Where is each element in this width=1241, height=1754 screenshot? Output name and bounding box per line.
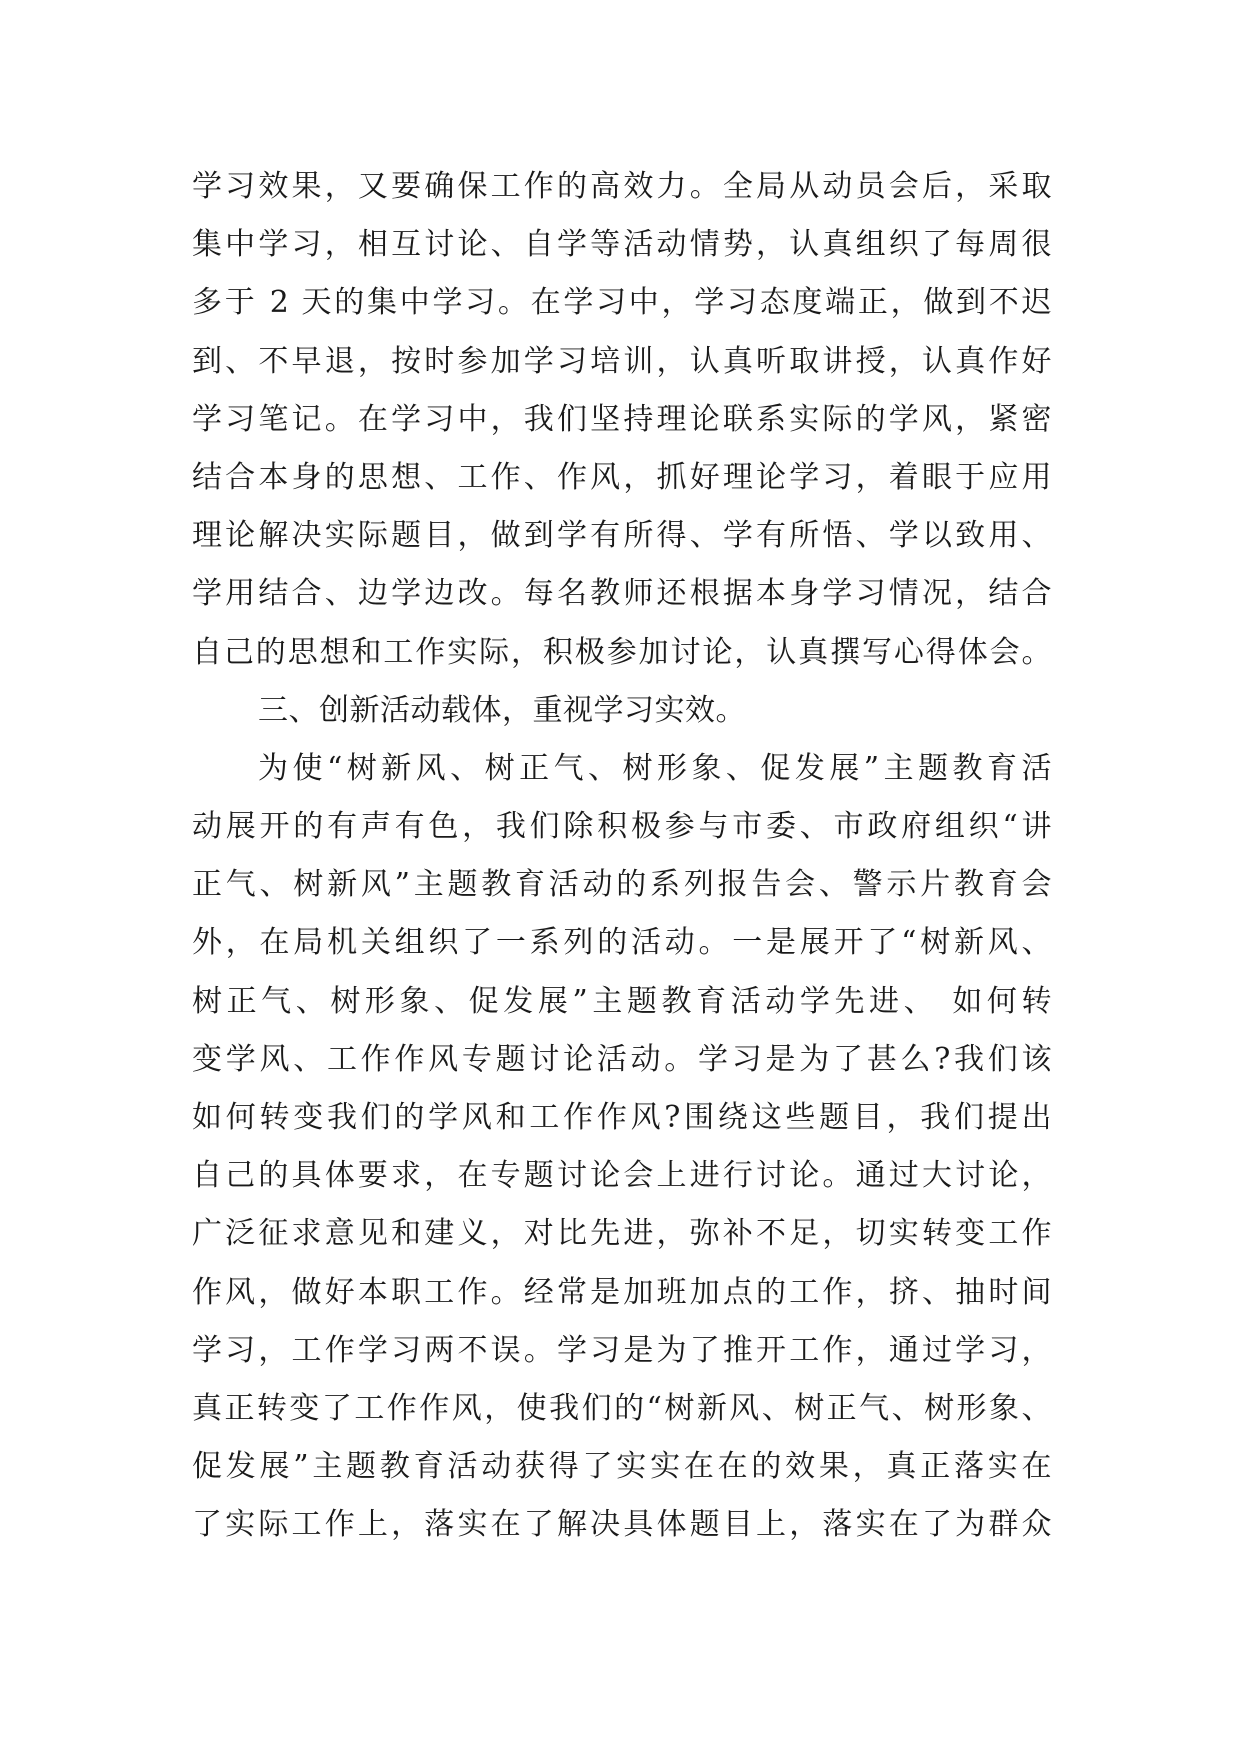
body-line: 作风，做好本职工作。经常是加班加点的工作，挤、抽时间 (192, 1274, 1052, 1310)
body-line: 正气、树新风”主题教育活动的系列报告会、警示片教育会 (192, 867, 1052, 903)
body-line: 学用结合、边学边改。每名教师还根据本身学习情况，结合 (192, 576, 1052, 612)
body-line: 如何转变我们的学风和工作作风?围绕这些题目，我们提出 (192, 1100, 1052, 1135)
document-body (192, 158, 1072, 1555)
body-line: 树正气、树形象、促发展”主题教育活动学先进、 如何转 (192, 983, 1052, 1019)
body-line: 学习，工作学习两不误。学习是为了推开工作，通过学习， (192, 1332, 1052, 1368)
body-line: 为使“树新风、树正气、树形象、促发展”主题教育活 (258, 750, 1052, 786)
body-line: 动展开的有声有色，我们除积极参与市委、市政府组织“讲 (192, 809, 1052, 845)
body-line: 促发展”主题教育活动获得了实实在在的效果，真正落实在 (192, 1449, 1052, 1485)
body-line: 外，在局机关组织了一系列的活动。一是展开了“树新风、 (192, 925, 1052, 961)
body-line: 集中学习，相互讨论、自学等活动情势，认真组织了每周很 (192, 227, 1052, 263)
body-line: 真正转变了工作作风，使我们的“树新风、树正气、树形象、 (192, 1390, 1052, 1426)
body-line: 结合本身的思想、工作、作风，抓好理论学习，着眼于应用 (192, 459, 1052, 495)
body-line: 自己的思想和工作实际，积极参加讨论，认真撰写心得体会。 (192, 634, 1052, 670)
body-line: 了实际工作上，落实在了解决具体题目上，落实在了为群众 (192, 1507, 1052, 1543)
body-line: 多于 2 天的集中学习。在学习中，学习态度端正，做到不迟 (192, 285, 1052, 321)
body-line: 理论解决实际题目，做到学有所得、学有所悟、学以致用、 (192, 518, 1052, 554)
body-line: 到、不早退，按时参加学习培训，认真听取讲授，认真作好 (192, 343, 1052, 379)
body-line: 变学风、工作作风专题讨论活动。学习是为了甚么?我们该 (192, 1041, 1052, 1077)
body-line: 自己的具体要求，在专题讨论会上进行讨论。通过大讨论， (192, 1158, 1052, 1194)
body-line: 学习笔记。在学习中，我们坚持理论联系实际的学风，紧密 (192, 401, 1052, 437)
section-heading: 三、创新活动载体，重视学习实效。 (258, 692, 746, 728)
body-line: 学习效果，又要确保工作的高效力。全局从动员会后，采取 (192, 169, 1052, 204)
body-line: 广泛征求意见和建义，对比先进，弥补不足，切实转变工作 (192, 1216, 1052, 1252)
